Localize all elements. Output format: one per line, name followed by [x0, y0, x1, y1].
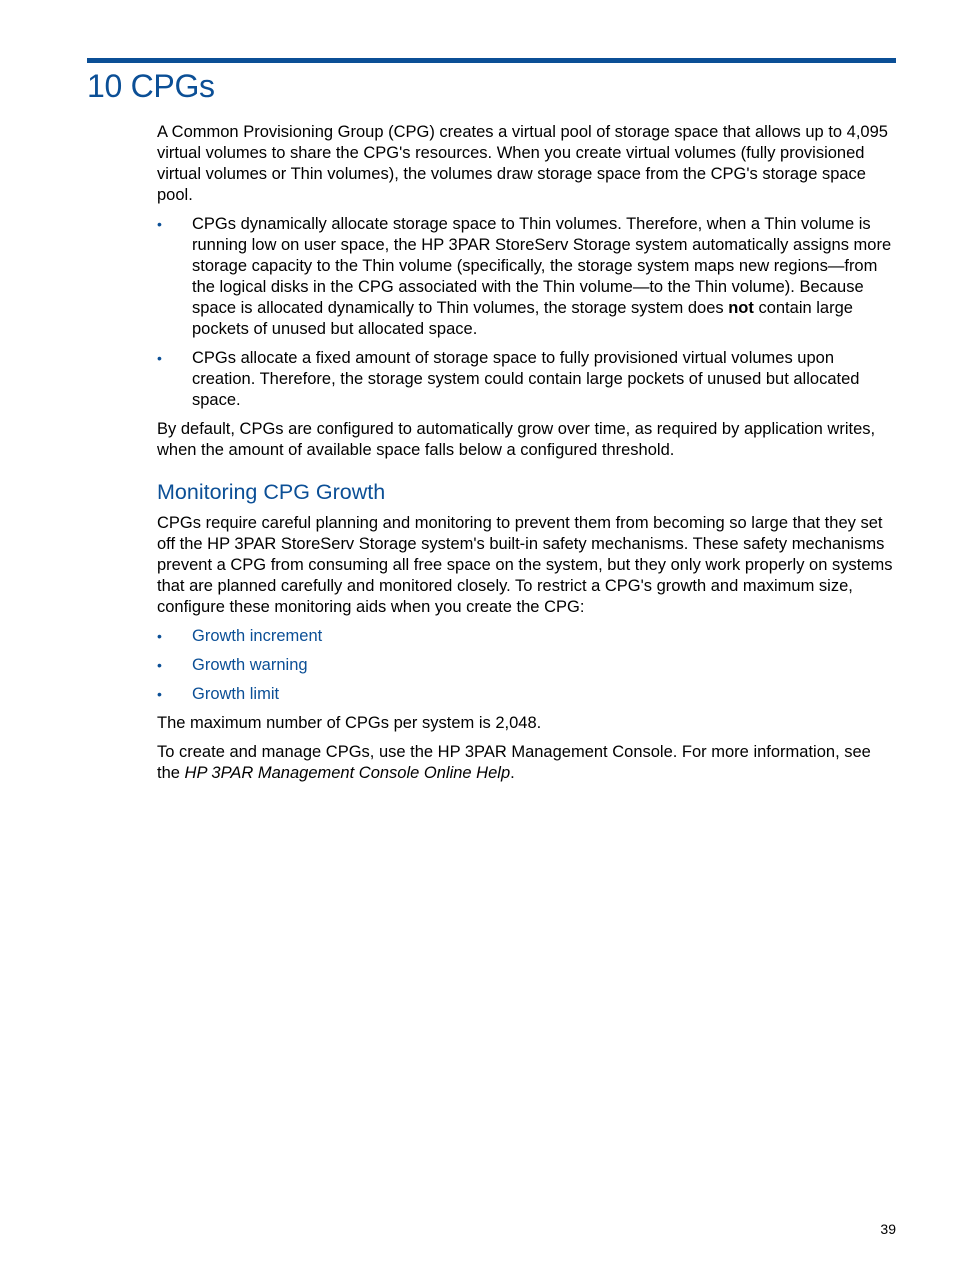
page-content: [157, 122, 897, 792]
chapter-top-rule: [87, 58, 896, 63]
growth-increment-link[interactable]: Growth increment: [192, 627, 323, 645]
bold-emphasis: not: [728, 299, 754, 317]
list-item: [157, 655, 897, 676]
monitoring-aids-list: [157, 626, 897, 705]
monitoring-paragraph: CPGs require careful planning and monitoring to prevent them from becoming so large that they set off the HP 3PAR StoreServ Storage system's built-in safety mechanisms. These safety mechanisms prevent a CPG from consuming all free space on the system, but they only work properly on systems that are planned carefully and monitored closely. To restrict a CPG's growth and maximum size, configure these monitoring aids when you create the CPG:: [157, 514, 893, 616]
bullet-text: CPGs dynamically allocate storage space to Thin volumes. Therefore, when a Thin volume is running low on user space, the HP 3PAR StoreServ Storage system automatically assigns more storage capacity to the Thin volume (specifically, the storage system maps new regions—from the logical disks in the CPG associated with the Thin volume—to the Thin volume). Because space is allocated dynamically to Thin volumes, the storage system does: [192, 215, 892, 317]
bullet-icon: •: [157, 628, 162, 644]
list-item: [157, 348, 897, 411]
chapter-title: 10 CPGs: [87, 68, 215, 104]
intro-paragraph: A Common Provisioning Group (CPG) creates a virtual pool of storage space that allows up to 4,095 virtual volumes to share the CPG's resources. When you create virtual volumes (fully provisioned virtual volumes or Thin volumes), the volumes draw storage space from the CPG's storage space pool.: [157, 123, 888, 204]
online-help-title: HP 3PAR Management Console Online Help: [184, 764, 511, 782]
list-item: [157, 684, 897, 705]
growth-limit-link[interactable]: Growth limit: [192, 685, 280, 703]
bullet-icon: •: [157, 657, 162, 673]
section-heading: Monitoring CPG Growth: [157, 480, 386, 504]
cpg-allocation-list: [157, 214, 897, 411]
default-growth-paragraph: By default, CPGs are configured to automatically grow over time, as required by application writes, when the amount of available space falls below a configured threshold.: [157, 420, 876, 459]
bullet-icon: •: [157, 216, 162, 232]
max-cpgs-paragraph: The maximum number of CPGs per system is 2,048.: [157, 714, 542, 732]
bullet-icon: •: [157, 350, 162, 366]
management-text-end: .: [510, 764, 515, 782]
bullet-icon: •: [157, 686, 162, 702]
management-text: To create and manage CPGs, use the HP 3PAR Management Console. For more information, see the: [157, 743, 871, 782]
management-paragraph: [157, 742, 897, 784]
list-item: [157, 214, 897, 340]
list-item: [157, 626, 897, 647]
growth-warning-link[interactable]: Growth warning: [192, 656, 308, 674]
bullet-text: CPGs allocate a fixed amount of storage space to fully provisioned virtual volumes upon creation. Therefore, the storage system could contain large pockets of unused but allocated space.: [192, 349, 860, 409]
page-number: 39: [880, 1221, 896, 1237]
bullet-text: contain large pockets of unused but allocated space.: [192, 299, 853, 338]
